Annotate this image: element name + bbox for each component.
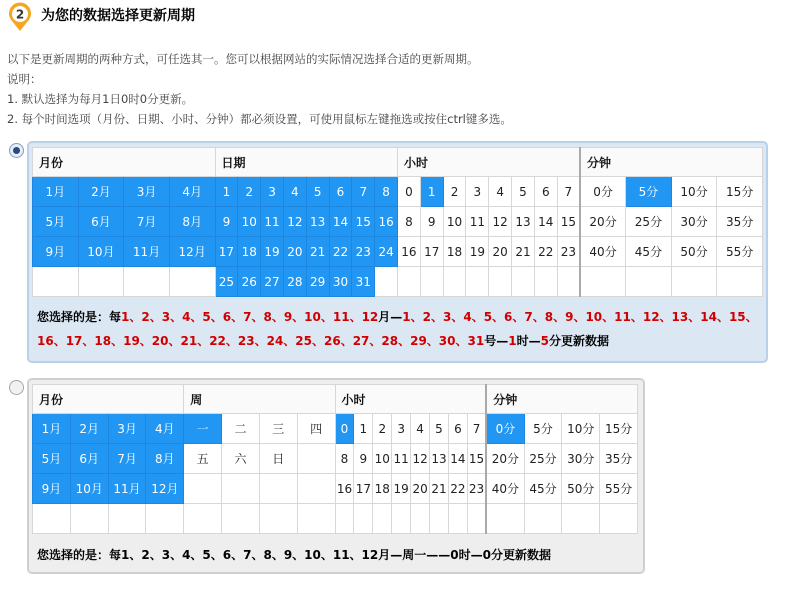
day-cell[interactable]: 1 (215, 177, 238, 207)
week-cell (259, 474, 297, 504)
hour-cell[interactable]: 21 (512, 237, 535, 267)
month-cell[interactable]: 11月 (108, 474, 146, 504)
hour-cell[interactable]: 15 (467, 444, 486, 474)
selection-summary (37, 305, 762, 353)
hour-cell (443, 267, 466, 297)
hour-cell (557, 267, 580, 297)
day-cell[interactable]: 18 (238, 237, 261, 267)
hour-cell[interactable]: 7 (467, 414, 486, 444)
day-cell[interactable]: 29 (306, 267, 329, 297)
intro-line: 1. 默认选择为每月1日0时0分更新。 (7, 92, 194, 106)
intro-line: 2. 每个时间选项（月份、日期、小时、分钟）都必须设置，可使用鼠标左键拖选或按住ctrl键多选。 (7, 112, 512, 126)
day-cell[interactable]: 21 (306, 237, 329, 267)
day-cell (375, 267, 398, 297)
hour-cell (467, 504, 486, 534)
minute-cell[interactable]: 55分 (600, 474, 638, 504)
hour-cell[interactable]: 12 (489, 207, 512, 237)
month-cell (169, 267, 215, 297)
month-header: 月份 (33, 385, 184, 414)
hour-cell[interactable]: 21 (430, 474, 449, 504)
minute-cell[interactable]: 0分 (580, 177, 626, 207)
minute-cell (717, 267, 763, 297)
hour-cell[interactable]: 23 (467, 474, 486, 504)
week-cell (222, 504, 260, 534)
minute-cell[interactable]: 50分 (671, 237, 717, 267)
month-cell[interactable]: 3月 (108, 414, 146, 444)
selection-summary (37, 543, 637, 567)
summary-text: 分更新数据 (548, 334, 609, 348)
intro-line: 以下是更新周期的两种方式，可任选其一。您可以根据网站的实际情况选择合适的更新周期。 (7, 52, 479, 66)
hour-cell[interactable]: 16 (398, 237, 421, 267)
hour-cell[interactable]: 10 (373, 444, 392, 474)
hour-cell (420, 267, 443, 297)
hour-cell[interactable]: 19 (466, 237, 489, 267)
minute-cell[interactable]: 5分 (626, 177, 672, 207)
week-cell (259, 504, 297, 534)
day-cell[interactable]: 24 (375, 237, 398, 267)
day-cell[interactable]: 3 (261, 177, 284, 207)
hour-cell[interactable]: 17 (420, 237, 443, 267)
month-cell[interactable]: 5月 (33, 444, 71, 474)
section-title: 为您的数据选择更新周期 (41, 8, 195, 24)
minute-cell[interactable]: 55分 (717, 237, 763, 267)
hour-cell[interactable]: 3 (392, 414, 411, 444)
minute-cell (524, 504, 562, 534)
month-cell[interactable]: 12月 (169, 237, 215, 267)
hour-cell[interactable]: 8 (398, 207, 421, 237)
hour-cell[interactable]: 5 (512, 177, 535, 207)
minute-cell[interactable]: 50分 (562, 474, 600, 504)
hour-cell[interactable]: 11 (392, 444, 411, 474)
day-cell[interactable]: 2 (238, 177, 261, 207)
minute-cell[interactable]: 45分 (524, 474, 562, 504)
summary-value: 1 (508, 334, 517, 348)
hour-cell[interactable]: 20 (489, 237, 512, 267)
month-cell (70, 504, 108, 534)
hour-cell[interactable]: 6 (448, 414, 467, 444)
hour-cell[interactable]: 1 (354, 414, 373, 444)
summary-label: 您选择的是： (37, 310, 110, 324)
summary-text: 时— (516, 334, 541, 348)
month-cell (108, 504, 146, 534)
summary-label: 您选择的是： (37, 548, 110, 562)
week-cell (297, 474, 335, 504)
summary-value: 1、2、3、4、5、6、7、8、9、10、11、12、13、14、15、16、17、18、19、20、21、22、23、24、25、26、27、28、29、30、31 (37, 310, 758, 348)
month-cell[interactable]: 6月 (70, 444, 108, 474)
minute-cell[interactable]: 40分 (486, 474, 524, 504)
summary-text: 月— (378, 310, 403, 324)
hour-cell[interactable]: 3 (466, 177, 489, 207)
day-cell[interactable]: 23 (352, 237, 375, 267)
minute-cell[interactable]: 10分 (562, 414, 600, 444)
minute-cell[interactable]: 30分 (671, 207, 717, 237)
day-cell[interactable]: 27 (261, 267, 284, 297)
hour-cell[interactable]: 19 (392, 474, 411, 504)
svg-text:2: 2 (15, 7, 25, 22)
day-cell[interactable]: 30 (329, 267, 352, 297)
day-cell[interactable]: 4 (283, 177, 306, 207)
week-cell[interactable]: 五 (184, 444, 222, 474)
week-cell[interactable]: 三 (259, 414, 297, 444)
hour-cell (335, 504, 354, 534)
month-cell[interactable]: 1月 (33, 414, 71, 444)
intro-text (7, 49, 512, 129)
minute-cell[interactable]: 35分 (717, 207, 763, 237)
hour-cell (398, 267, 421, 297)
minute-cell[interactable]: 35分 (600, 444, 638, 474)
month-cell[interactable]: 1月 (33, 177, 79, 207)
minute-cell (562, 504, 600, 534)
step-number-icon (7, 2, 33, 32)
hour-cell[interactable]: 22 (534, 237, 557, 267)
hour-cell[interactable]: 23 (557, 237, 580, 267)
hour-cell[interactable]: 1 (420, 177, 443, 207)
month-cell[interactable]: 8月 (146, 444, 184, 474)
hour-cell[interactable]: 13 (512, 207, 535, 237)
month-cell[interactable]: 8月 (169, 207, 215, 237)
minute-cell[interactable]: 40分 (580, 237, 626, 267)
week-cell[interactable]: 一 (184, 414, 222, 444)
hour-cell (354, 504, 373, 534)
month-cell (78, 267, 124, 297)
month-cell (146, 504, 184, 534)
hour-cell (373, 504, 392, 534)
summary-text: 每1、2、3、4、5、6、7、8、9、10、11、12月—周一——0时—0分更新数据 (109, 548, 551, 562)
minute-cell (600, 504, 638, 534)
minute-cell (486, 504, 524, 534)
hour-cell[interactable]: 13 (430, 444, 449, 474)
summary-text: 每 (109, 310, 122, 324)
day-cell[interactable]: 26 (238, 267, 261, 297)
hour-cell (392, 504, 411, 534)
month-cell[interactable]: 10月 (78, 237, 124, 267)
hour-cell[interactable]: 4 (489, 177, 512, 207)
option-weekly-radio[interactable] (9, 380, 24, 395)
minute-header: 分钟 (486, 385, 637, 414)
month-cell[interactable]: 4月 (146, 414, 184, 444)
hour-cell (512, 267, 535, 297)
hour-cell[interactable]: 15 (557, 207, 580, 237)
day-cell[interactable]: 12 (283, 207, 306, 237)
minute-cell[interactable]: 0分 (486, 414, 524, 444)
week-cell (184, 504, 222, 534)
hour-cell[interactable]: 20 (411, 474, 430, 504)
summary-text: 号— (484, 334, 509, 348)
day-cell[interactable]: 25 (215, 267, 238, 297)
minute-cell[interactable]: 45分 (626, 237, 672, 267)
day-cell[interactable]: 16 (375, 207, 398, 237)
month-cell[interactable]: 4月 (169, 177, 215, 207)
hour-cell[interactable]: 10 (443, 207, 466, 237)
week-cell[interactable]: 二 (222, 414, 260, 444)
minute-cell[interactable]: 10分 (671, 177, 717, 207)
minute-cell[interactable]: 30分 (562, 444, 600, 474)
day-cell[interactable]: 22 (329, 237, 352, 267)
minute-cell[interactable]: 25分 (524, 444, 562, 474)
month-cell[interactable]: 7月 (108, 444, 146, 474)
day-cell[interactable]: 13 (306, 207, 329, 237)
month-cell[interactable]: 10月 (70, 474, 108, 504)
hour-cell[interactable]: 18 (373, 474, 392, 504)
hour-cell (489, 267, 512, 297)
hour-cell[interactable]: 14 (448, 444, 467, 474)
summary-value: 5 (540, 334, 549, 348)
hour-cell[interactable]: 2 (443, 177, 466, 207)
week-cell (297, 504, 335, 534)
hour-cell[interactable]: 6 (534, 177, 557, 207)
summary-value: 1、2、3、4、5、6、7、8、9、10、11、12 (121, 310, 379, 324)
minute-cell[interactable]: 15分 (717, 177, 763, 207)
minute-cell[interactable]: 20分 (486, 444, 524, 474)
day-cell[interactable]: 20 (283, 237, 306, 267)
day-cell[interactable]: 5 (306, 177, 329, 207)
hour-cell (448, 504, 467, 534)
week-cell[interactable]: 六 (222, 444, 260, 474)
hour-cell[interactable]: 5 (430, 414, 449, 444)
monthly-schedule-grid (32, 147, 763, 297)
minute-cell (580, 267, 626, 297)
month-cell (33, 504, 71, 534)
month-cell[interactable]: 11月 (124, 237, 170, 267)
hour-cell[interactable]: 17 (354, 474, 373, 504)
day-cell[interactable]: 11 (261, 207, 284, 237)
weekly-schedule-grid (32, 384, 638, 534)
hour-cell (411, 504, 430, 534)
hour-cell[interactable]: 18 (443, 237, 466, 267)
day-cell[interactable]: 31 (352, 267, 375, 297)
hour-cell[interactable]: 16 (335, 474, 354, 504)
day-cell[interactable]: 14 (329, 207, 352, 237)
day-cell[interactable]: 8 (375, 177, 398, 207)
month-cell (124, 267, 170, 297)
hour-cell[interactable]: 9 (354, 444, 373, 474)
intro-line: 说明： (7, 72, 42, 86)
hour-cell[interactable]: 12 (411, 444, 430, 474)
month-cell[interactable]: 9月 (33, 237, 79, 267)
minute-cell[interactable]: 20分 (580, 207, 626, 237)
month-header: 月份 (33, 148, 216, 177)
hour-cell (534, 267, 557, 297)
hour-cell[interactable]: 22 (448, 474, 467, 504)
minute-cell (626, 267, 672, 297)
hour-cell[interactable]: 2 (373, 414, 392, 444)
week-header: 周 (184, 385, 335, 414)
month-cell[interactable]: 7月 (124, 207, 170, 237)
month-cell[interactable]: 2月 (78, 177, 124, 207)
hour-cell[interactable]: 14 (534, 207, 557, 237)
day-cell[interactable]: 17 (215, 237, 238, 267)
minute-cell (671, 267, 717, 297)
hour-cell[interactable]: 8 (335, 444, 354, 474)
hour-cell (430, 504, 449, 534)
week-cell (184, 474, 222, 504)
day-cell[interactable]: 15 (352, 207, 375, 237)
hour-cell[interactable]: 0 (398, 177, 421, 207)
day-header: 日期 (215, 148, 398, 177)
hour-header: 小时 (335, 385, 486, 414)
month-cell[interactable]: 5月 (33, 207, 79, 237)
month-cell (33, 267, 79, 297)
hour-cell (466, 267, 489, 297)
day-cell[interactable]: 9 (215, 207, 238, 237)
month-cell[interactable]: 3月 (124, 177, 170, 207)
month-cell[interactable]: 9月 (33, 474, 71, 504)
month-cell[interactable]: 6月 (78, 207, 124, 237)
week-cell (222, 474, 260, 504)
week-cell (297, 444, 335, 474)
day-cell[interactable]: 19 (261, 237, 284, 267)
month-cell[interactable]: 12月 (146, 474, 184, 504)
option-monthly-radio[interactable] (9, 143, 24, 158)
hour-cell[interactable]: 0 (335, 414, 354, 444)
day-cell[interactable]: 6 (329, 177, 352, 207)
minute-cell[interactable]: 25分 (626, 207, 672, 237)
hour-cell[interactable]: 7 (557, 177, 580, 207)
hour-cell[interactable]: 11 (466, 207, 489, 237)
minute-cell[interactable]: 5分 (524, 414, 562, 444)
day-cell[interactable]: 10 (238, 207, 261, 237)
day-cell[interactable]: 7 (352, 177, 375, 207)
hour-cell[interactable]: 9 (420, 207, 443, 237)
week-cell[interactable]: 日 (259, 444, 297, 474)
hour-header: 小时 (398, 148, 581, 177)
hour-cell[interactable]: 4 (411, 414, 430, 444)
minute-header: 分钟 (580, 148, 763, 177)
day-cell[interactable]: 28 (283, 267, 306, 297)
month-cell[interactable]: 2月 (70, 414, 108, 444)
minute-cell[interactable]: 15分 (600, 414, 638, 444)
week-cell[interactable]: 四 (297, 414, 335, 444)
